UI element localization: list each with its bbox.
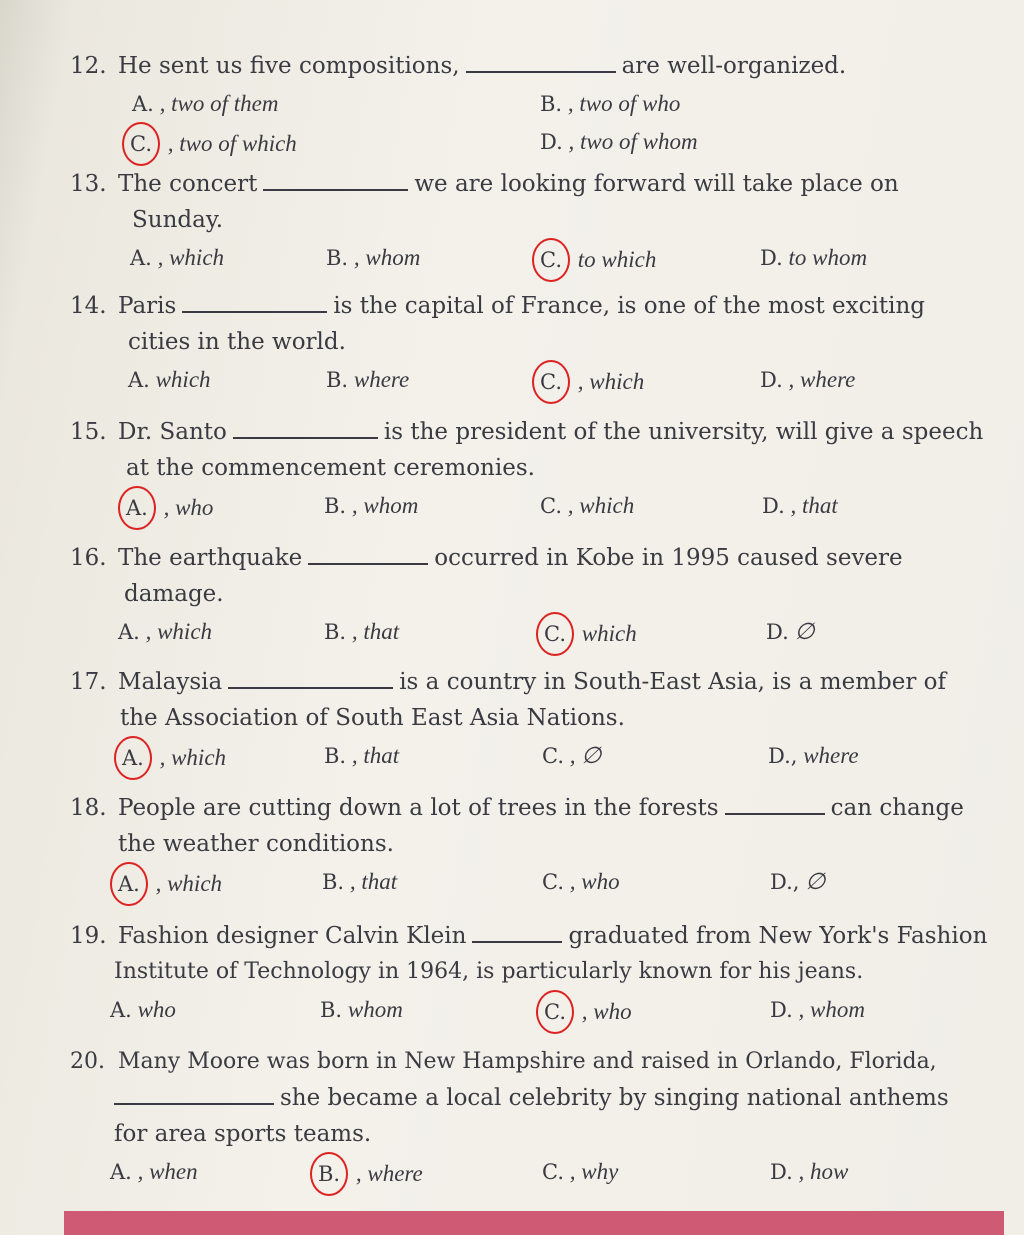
option-b[interactable] [326,360,409,400]
page-bottom-strip [64,1211,1004,1235]
option-text: , when [137,1159,198,1184]
stem-continuation: at the commencement ceremonies. [126,455,535,481]
option-letter: B. [326,368,349,392]
question-13 [70,166,1000,278]
answer-blank [233,417,378,439]
stem-continuation [70,1080,1000,1116]
answer-blank [114,1083,274,1105]
option-c[interactable] [536,990,632,1034]
option-b[interactable] [324,736,399,776]
option-b[interactable] [324,612,399,652]
option-text: , that [349,869,398,894]
option-d[interactable] [766,612,815,652]
option-c[interactable] [540,486,634,526]
option-letter: D. [760,246,783,270]
question-18 [70,790,1000,902]
option-letter: A. [118,486,156,530]
option-letter: C. [122,122,160,166]
option-text: , which [157,245,225,270]
option-letter: B. [322,870,345,894]
option-letter: D. [762,494,785,518]
option-letter: D., [770,870,800,894]
option-a[interactable] [110,1152,198,1192]
stem-continuation-text: she became a local celebrity by singing national anthems [280,1085,949,1111]
option-a[interactable] [110,862,222,906]
option-a[interactable] [130,238,224,278]
option-text: who [137,997,176,1022]
option-c[interactable] [122,122,297,166]
stem-text-after: occurred in Kobe in 1995 caused severe [434,545,903,571]
option-text: , where [788,367,856,392]
stem-continuation: Sunday. [132,207,224,233]
option-c[interactable] [532,238,656,282]
question-stem [70,48,1000,84]
stem-text-after: is a country in South-East Asia, is a member of [399,669,947,695]
question-stem [70,540,1000,576]
option-text: , that [790,493,838,518]
option-text: where [803,743,859,768]
option-letter: C. [536,612,574,656]
option-text: , which [567,493,635,518]
stem-continuation: the weather conditions. [118,831,394,857]
stem-continuation: Institute of Technology in 1964, is particularly known for his jeans. [114,959,864,984]
option-text: , two of which [167,131,297,156]
option-b[interactable] [320,990,403,1030]
options-row [70,990,1000,1030]
option-text: , why [569,1159,619,1184]
stem-text-after: can change [830,795,964,821]
question-stem [70,918,1000,954]
answer-blank [472,921,562,943]
option-a[interactable] [110,990,176,1030]
option-text: whom [347,997,403,1022]
option-d[interactable] [760,238,867,278]
question-stem [70,166,1000,202]
stem-text-after: is the capital of France, is one of the most exciting [333,293,925,319]
option-letter: D. [766,620,789,644]
stem-continuation: cities in the world. [128,329,346,355]
stem-text-after: we are looking forward will take place on [414,171,899,197]
answer-blank [182,291,327,313]
option-text: , two of whom [568,129,698,154]
options-row [70,486,1000,526]
question-number: 12. [70,53,107,79]
stem-text-before: He sent us five compositions, [118,53,460,79]
option-text: , that [351,743,400,768]
option-text: , ∅ [569,743,602,768]
option-a[interactable] [132,84,278,124]
option-text: ∅ [805,869,826,894]
stem-text-after: is the president of the university, will give a speech [383,419,984,445]
option-b[interactable] [322,862,397,902]
stem-text-before: Many Moore was born in New Hampshire and raised in Orlando, Florida, [118,1049,937,1074]
option-b[interactable] [326,238,420,278]
option-letter: B. [324,744,347,768]
option-letter: D. [760,368,783,392]
option-text: , two of them [159,91,279,116]
option-letter: D. [540,130,563,154]
stem-text-before: Malaysia [118,669,223,695]
question-14 [70,288,1000,400]
stem-text-before: Dr. Santo [118,419,227,445]
question-stem [70,790,1000,826]
option-d[interactable] [770,990,865,1030]
option-text: , which [159,745,227,770]
option-b[interactable] [540,84,680,124]
question-20 [70,1044,1000,1192]
stem-text-before: Fashion designer Calvin Klein [118,923,467,949]
options-row [70,862,1000,902]
option-a[interactable] [114,736,226,780]
option-text: , two of who [567,91,681,116]
option-text: , whom [353,245,421,270]
option-text: , whom [798,997,865,1022]
option-letter: C. [542,870,564,894]
option-c[interactable] [536,612,637,656]
option-a[interactable] [118,612,212,652]
question-number: 20. [70,1049,105,1074]
option-letter: B. [324,620,347,644]
answer-blank [228,667,393,689]
option-text: where [353,367,410,392]
option-text: , which [155,871,223,896]
stem-text-after: are well-organized. [621,53,847,79]
option-letter: C. [536,990,574,1034]
stem-text-after: graduated from New York's Fashion [568,923,988,949]
option-letter: A. [128,368,150,392]
option-letter: A. [110,1160,132,1184]
option-d[interactable] [770,1152,848,1192]
option-letter: C. [540,494,562,518]
option-text: , who [569,869,620,894]
option-d[interactable] [540,122,698,162]
option-c[interactable] [542,736,601,776]
option-letter: B. [324,494,347,518]
option-d[interactable] [768,736,859,776]
stem-continuation: damage. [124,581,224,607]
option-d[interactable] [770,862,825,902]
option-d[interactable] [760,360,855,400]
options-row [70,1152,1000,1192]
option-letter: A. [110,998,132,1022]
option-letter: D. [770,998,793,1022]
option-letter: B. [540,92,563,116]
question-17 [70,664,1000,776]
option-letter: B. [326,246,349,270]
options-row-1 [70,84,1000,122]
question-number: 16. [70,545,107,571]
option-c[interactable] [542,862,620,902]
question-16 [70,540,1000,652]
options-row [70,612,1000,652]
answer-blank [725,793,825,815]
question-number: 13. [70,171,107,197]
option-text: , who [163,495,214,520]
option-text: which [155,367,211,392]
option-letter: D. [770,1160,793,1184]
question-19 [70,918,1000,1030]
question-number: 14. [70,293,107,319]
question-number: 18. [70,795,107,821]
option-b[interactable] [324,486,418,526]
stem-text-before: Paris [118,293,177,319]
question-stem [70,1044,1000,1080]
question-stem [70,288,1000,324]
option-letter: C. [542,744,564,768]
options-row [70,238,1000,278]
options-row [70,736,1000,776]
option-text: , who [581,999,632,1024]
question-number: 15. [70,419,107,445]
option-text: ∅ [794,619,815,644]
stem-text-before: The earthquake [118,545,303,571]
option-letter: C. [532,238,570,282]
option-text: , that [351,619,400,644]
option-letter: C. [542,1160,564,1184]
option-text: , how [798,1159,849,1184]
question-stem [70,664,1000,700]
stem-text-before: People are cutting down a lot of trees in the forests [118,795,719,821]
option-letter: B. [310,1152,348,1196]
options-row [70,360,1000,400]
option-letter: D., [768,744,798,768]
option-b[interactable] [310,1152,423,1196]
option-text: , which [577,369,645,394]
option-text: , whom [351,493,419,518]
answer-blank [308,543,428,565]
option-letter: A. [132,92,154,116]
option-letter: A. [130,246,152,270]
option-text: , which [145,619,213,644]
stem-text-before: The concert [118,171,258,197]
question-stem [70,414,1000,450]
option-letter: A. [110,862,148,906]
option-text: , where [355,1161,423,1186]
option-letter: A. [118,620,140,644]
question-12 [70,48,1000,160]
answer-blank [263,169,408,191]
option-text: to which [577,247,657,272]
option-c[interactable] [542,1152,618,1192]
question-15 [70,414,1000,526]
option-c[interactable] [532,360,644,404]
option-text: which [581,621,637,646]
option-text: to whom [788,245,868,270]
question-number: 17. [70,669,107,695]
stem-continuation: the Association of South East Asia Nations. [120,705,625,731]
options-row-2 [70,122,1000,160]
option-letter: A. [114,736,152,780]
option-d[interactable] [762,486,838,526]
answer-blank [466,51,616,73]
option-letter: B. [320,998,343,1022]
stem-continuation-2: for area sports teams. [114,1121,372,1147]
question-number: 19. [70,923,107,949]
option-a[interactable] [118,486,213,530]
option-letter: C. [532,360,570,404]
option-a[interactable] [128,360,211,400]
